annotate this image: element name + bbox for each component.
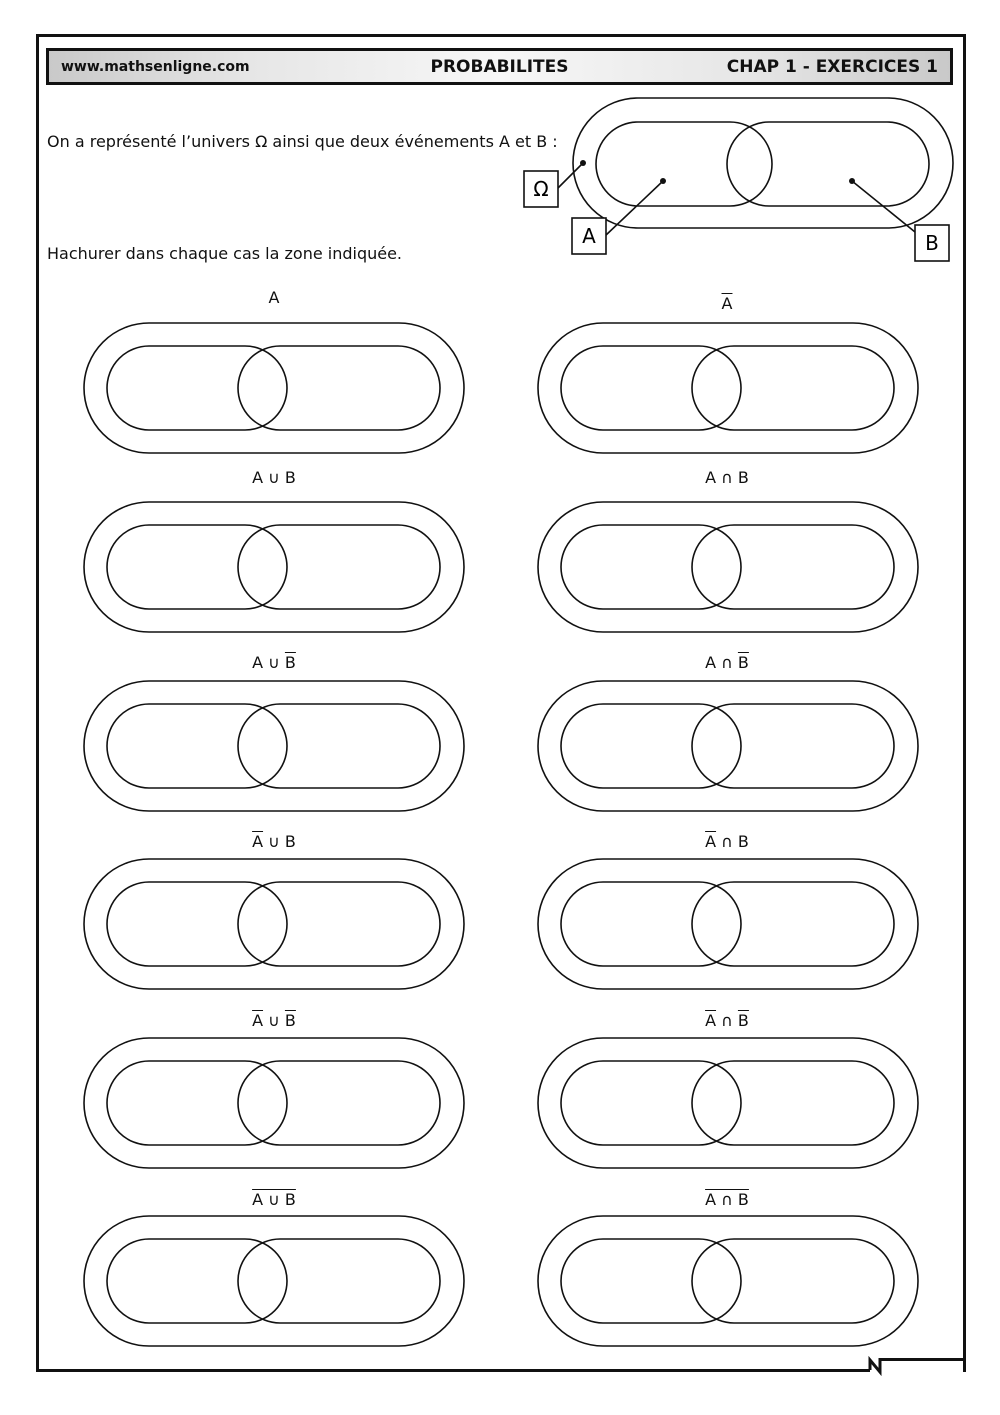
omega-label: Ω — [533, 177, 549, 201]
instruction-text: Hachurer dans chaque cas la zone indiquée. — [47, 244, 403, 263]
venn-diagram-9[interactable] — [83, 1037, 467, 1171]
set-a-shape — [107, 525, 287, 609]
intro-text: On a représenté l’univers Ω ainsi que deux événements A et B : — [47, 132, 558, 151]
set-a-shape — [561, 1061, 741, 1145]
universe-shape — [84, 1216, 464, 1346]
universe-shape — [538, 859, 918, 989]
venn-diagram-6[interactable] — [537, 680, 921, 814]
page-frame-bottom-left — [36, 1369, 870, 1372]
exercise-label-a-complement-inter-b-complement: $\overline{A}$ ∩ $\overline{B}$ — [705, 1011, 749, 1030]
b-dot — [849, 178, 855, 184]
set-a-shape — [561, 346, 741, 430]
set-b-shape — [692, 1239, 894, 1323]
venn-diagram-2[interactable] — [537, 322, 921, 456]
set-a-shape — [561, 1239, 741, 1323]
set-b-shape — [238, 882, 440, 966]
set-a-shape — [561, 704, 741, 788]
omega-pointer — [558, 163, 583, 188]
page-title: PROBABILITES — [430, 57, 569, 77]
universe-shape — [538, 681, 918, 811]
venn-diagram-12[interactable] — [537, 1215, 921, 1349]
exercise-label-complement-of-intersection: A ∩ B — [705, 1190, 749, 1209]
chapter-title: CHAP 1 - EXERCICES 1 — [726, 57, 938, 77]
venn-diagram-11[interactable] — [83, 1215, 467, 1349]
venn-diagram-4[interactable] — [537, 501, 921, 635]
exercise-label-a-union-b: A ∪ B — [252, 468, 296, 487]
set-a-shape — [107, 1239, 287, 1323]
exercise-label-a-complement-inter-b: $\overline{A}$ ∩ B — [705, 832, 749, 851]
set-b-shape — [692, 882, 894, 966]
universe-shape — [84, 1038, 464, 1168]
venn-diagram-1[interactable] — [83, 322, 467, 456]
universe-shape — [538, 502, 918, 632]
set-b-shape — [692, 704, 894, 788]
set-a-shape — [596, 122, 772, 206]
legend-venn-diagram — [500, 90, 960, 270]
set-a-shape — [107, 1061, 287, 1145]
page-frame-bottom-right — [880, 1358, 966, 1361]
set-b-shape — [692, 346, 894, 430]
exercise-label-a: A — [268, 288, 280, 307]
universe-shape — [84, 859, 464, 989]
universe-shape — [538, 323, 918, 453]
exercise-label-a-complement-union-b-complement: $\overline{A}$ ∪ $\overline{B}$ — [252, 1011, 296, 1030]
set-b-shape — [692, 1061, 894, 1145]
set-b-shape — [238, 525, 440, 609]
venn-diagram-8[interactable] — [537, 858, 921, 992]
set-b-shape — [692, 525, 894, 609]
universe-shape — [573, 98, 953, 228]
exercise-label-a-inter-b: A ∩ B — [705, 468, 749, 487]
set-a-shape — [107, 346, 287, 430]
a-label: A — [582, 224, 596, 248]
page-fold-mark — [866, 1356, 886, 1376]
universe-shape — [84, 323, 464, 453]
set-b-shape — [727, 122, 929, 206]
exercise-label-a-union-b-complement: A ∪ $\overline{B}$ — [252, 653, 296, 672]
a-dot — [660, 178, 666, 184]
universe-shape — [538, 1038, 918, 1168]
venn-diagram-5[interactable] — [83, 680, 467, 814]
set-a-shape — [561, 882, 741, 966]
set-b-shape — [238, 1239, 440, 1323]
omega-dot — [580, 160, 586, 166]
venn-diagram-7[interactable] — [83, 858, 467, 992]
page-header — [46, 48, 953, 85]
universe-shape — [538, 1216, 918, 1346]
set-b-shape — [238, 704, 440, 788]
universe-shape — [84, 502, 464, 632]
exercise-label-a-complement-union-b: $\overline{A}$ ∪ B — [252, 832, 296, 851]
set-a-shape — [561, 525, 741, 609]
set-b-shape — [238, 1061, 440, 1145]
venn-diagram-3[interactable] — [83, 501, 467, 635]
exercise-label-a-complement: $\overline{A}$ — [721, 294, 733, 313]
b-label: B — [925, 231, 939, 255]
exercise-label-a-inter-b-complement: A ∩ $\overline{B}$ — [705, 653, 749, 672]
venn-diagram-10[interactable] — [537, 1037, 921, 1171]
site-name: www.mathsenligne.com — [61, 59, 250, 75]
exercise-label-complement-of-union: A ∪ B — [252, 1190, 296, 1209]
set-a-shape — [107, 882, 287, 966]
universe-shape — [84, 681, 464, 811]
set-b-shape — [238, 346, 440, 430]
set-a-shape — [107, 704, 287, 788]
